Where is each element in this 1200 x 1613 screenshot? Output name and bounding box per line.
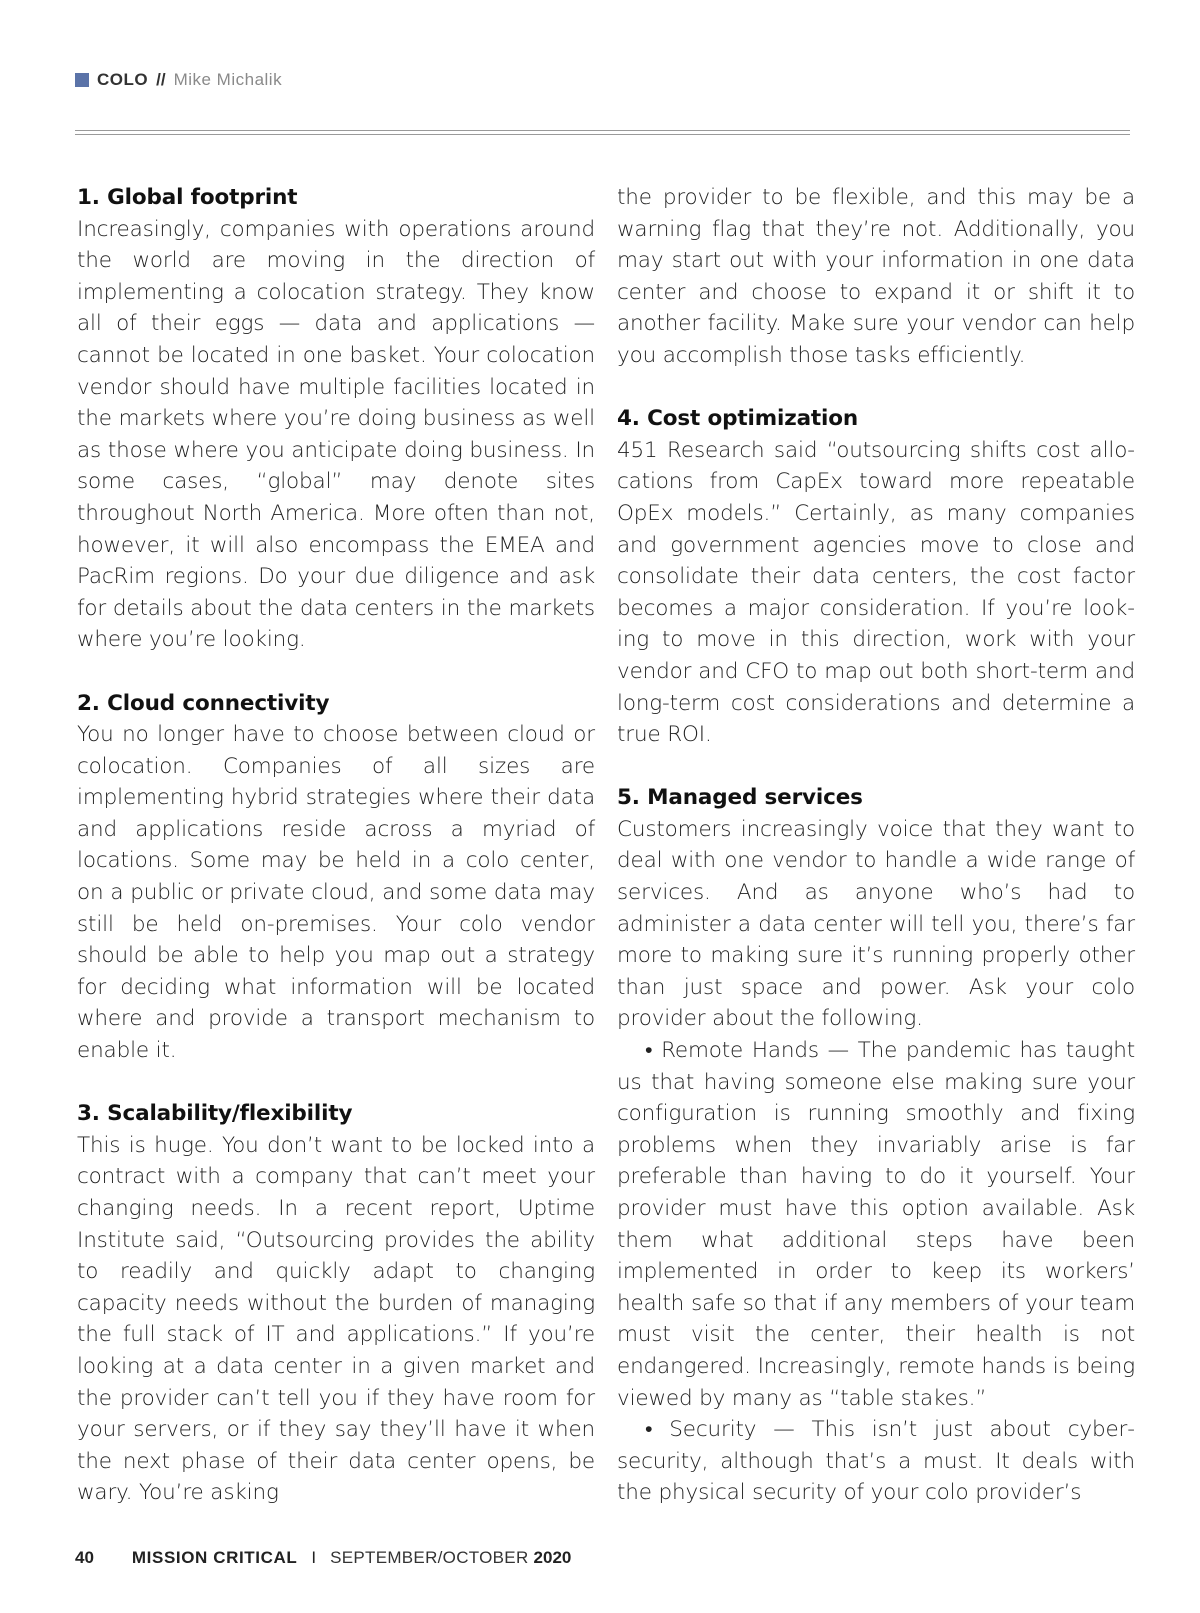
section-body-scalability-continued: the provider to be flexible, and this may be a warning flag that they’re not. Additionally, you may start out with your information in one data center and choose to expand it or shift it to another facility. Make sure your vendor can help you accomplish those tasks efficiently. [617, 185, 1135, 368]
footer-divider: I [311, 1548, 317, 1567]
section-label: COLO [97, 70, 149, 89]
running-header [75, 70, 282, 90]
section-marker-icon [75, 73, 89, 87]
right-column [617, 182, 1135, 1509]
issue-date: SEPTEMBER/OCTOBER [330, 1548, 529, 1567]
author-name: Mike Michalik [173, 70, 283, 89]
page-footer [75, 1548, 571, 1568]
page-number: 40 [75, 1548, 94, 1567]
section-body-cloud-connectivity: You no longer have to choose between cloud or colocation. Companies of all sizes are implementing hybrid strategies where their data and applications reside across a myriad of locations. Some may be held in a colo center, on a public or private cloud, and some data may still be held on-premises. Your colo vendor should be able to help you map out a strategy for deciding what information will be located where and provide a transport mechanism to enable it. [77, 722, 595, 1064]
header-rule-top [75, 130, 1130, 131]
section-heading-cloud-connectivity: 2. Cloud connectivity [77, 690, 330, 716]
left-column [77, 182, 595, 1509]
issue-year: 2020 [533, 1548, 572, 1567]
bullet-remote-hands: • Remote Hands — The pandemic has taught us that having someone else making sure your configuration is running smoothly and fixing problems when they invariably arise is far preferable than having to do it yourself. Your provider must have this option available. Ask them what additional steps have been implemented in order to keep its workers’ health safe so that if any members of your team must visit the center, their health is not endangered. Increasingly, remote hands is being viewed by many as “table stakes.” [617, 1038, 1135, 1411]
section-body-cost-optimization: 451 Research said “outsourcing shifts cost allocations from CapEx toward more repeatable OpEx models.” Certainly, as many companies and government agencies move to close and consolidate their data centers, the cost factor becomes a major consideration. If you’re looking to move in this direction, work with your vendor and CFO to map out both short-term and long-term cost considerations and determine a true ROI. [617, 437, 1135, 748]
section-body-managed-services: Customers increasingly voice that they want to deal with one vendor to handle a wide range of services. And as anyone who’s had to administer a data center will tell you, there’s far more to making sure it’s running properly other than just space and power. Ask your colo provider about the following. [617, 816, 1135, 1032]
bullet-security: • Security — This isn’t just about cybersecurity, although that’s a must. It deals with the physical security of your colo provider’s [617, 1417, 1135, 1506]
section-body-global-footprint: Increasingly, companies with operations around the world are moving in the direction of implementing a colocation strategy. They know all of their eggs — data and applications — cannot be located in one basket. Your colocation vendor should have multiple facilities located in the markets where you’re doing business as well as those where you anticipate doing business. In some cases, “global” may denote sites throughout North America. More often than not, however, it will also encompass the EMEA and PacRim regions. Do your due diligence and ask for details about the data centers in the markets where you’re looking. [77, 216, 595, 653]
section-heading-global-footprint: 1. Global footprint [77, 185, 298, 210]
section-heading-managed-services: 5. Managed services [617, 785, 863, 811]
section-heading-scalability: 3. Scalability/flexibility [77, 1101, 353, 1127]
section-heading-cost-optimization: 4. Cost optimization [617, 406, 859, 432]
header-rule-bottom [75, 134, 1130, 135]
magazine-name: MISSION CRITICAL [131, 1548, 298, 1567]
header-separator: // [156, 70, 166, 89]
section-body-scalability: This is huge. You don’t want to be locked into a contract with a company that can’t meet your changing needs. In a recent report, Uptime Institute said, “Outsourcing provides the ability to readily and quickly adapt to changing capacity needs without the burden of managing the full stack of IT and applications.” If you’re looking at a data center in a given market and the provider can’t tell you if they have room for your servers, or if they say they’ll have it when the next phase of their data center opens, be wary. You’re asking [77, 1132, 595, 1506]
